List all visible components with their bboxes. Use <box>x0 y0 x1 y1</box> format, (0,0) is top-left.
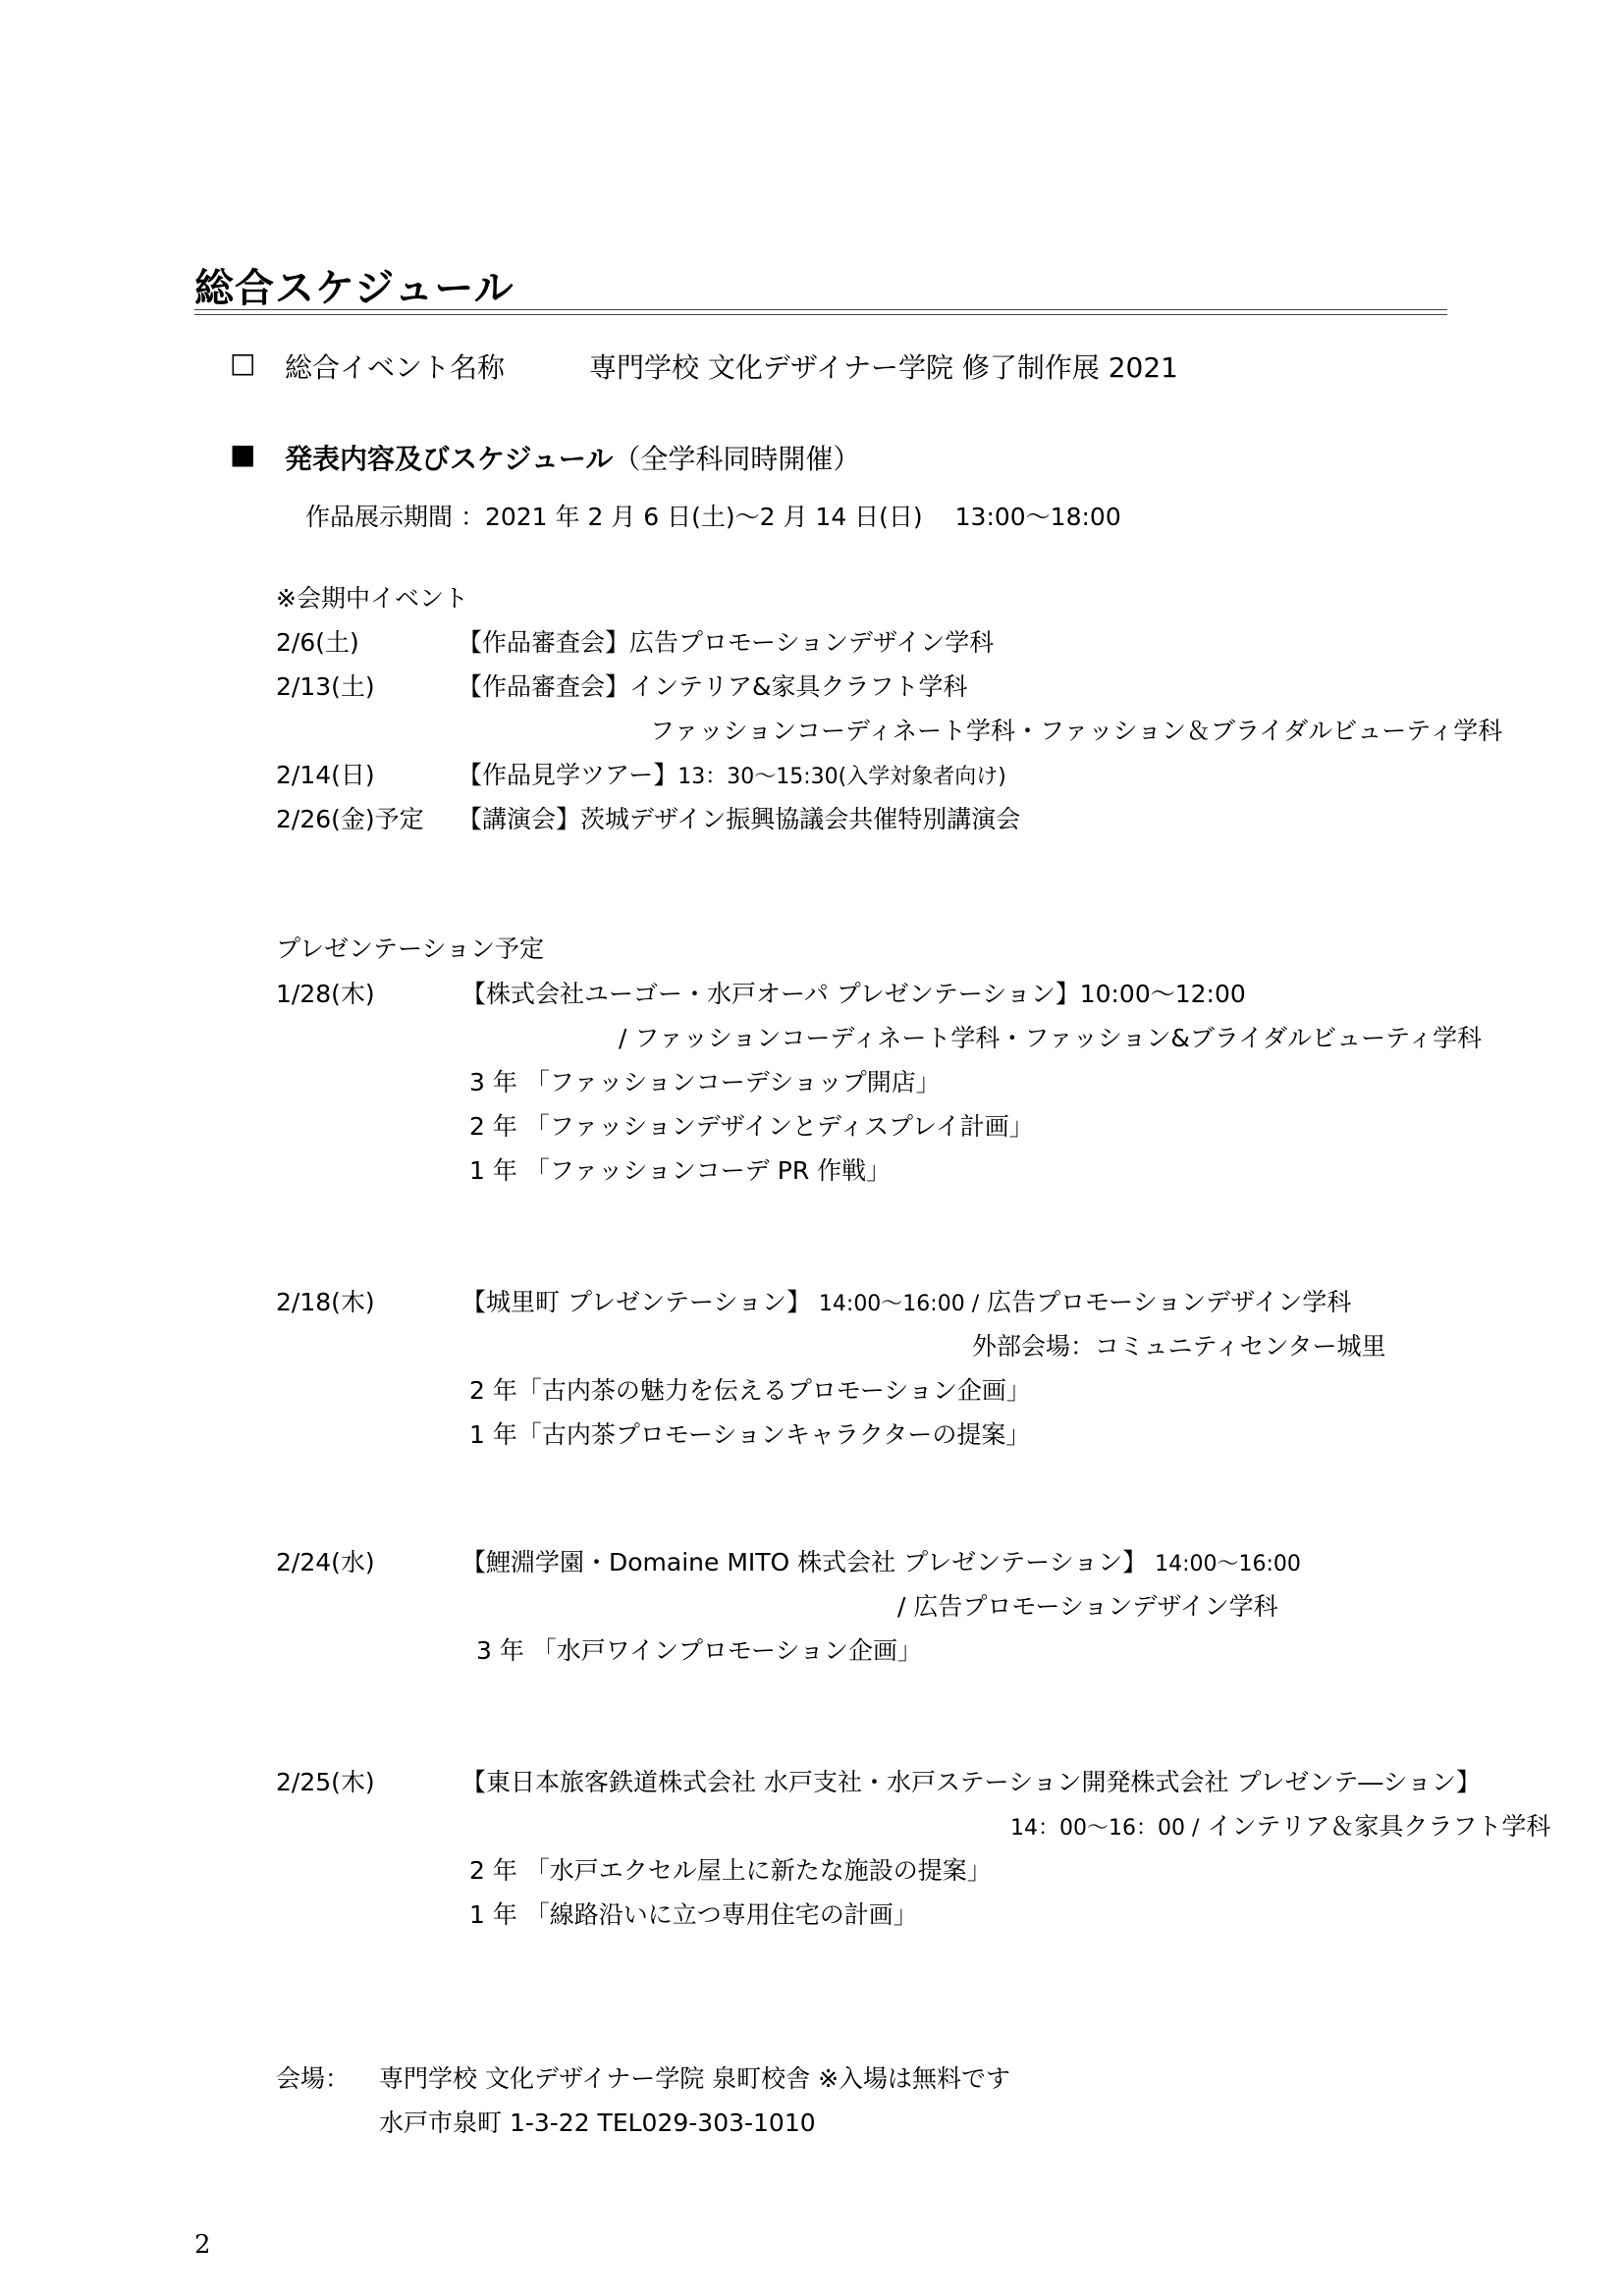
event-detail: ファッションコーディネート学科・ファッション＆ブライダルビューティ学科 <box>650 717 1503 745</box>
event-detail: 13：30～15:30(入学対象者向け) <box>677 765 1006 789</box>
presentation-dept: インテリア＆家具クラフト学科 <box>1207 1812 1551 1841</box>
presentation-item: 2 年 「水戸エクセル屋上に新たな施設の提案」 <box>469 1856 992 1885</box>
section-heading: 発表内容及びスケジュール <box>285 443 614 475</box>
presentation-venue: 外部会場：コミュニティセンター城里 <box>972 1332 1386 1361</box>
presentation-item: 2 年 「ファッションデザインとディスプレイ計画」 <box>469 1112 1034 1141</box>
page-number: 2 <box>194 2230 211 2260</box>
event-title: 【作品審査会】 <box>458 672 630 701</box>
presentation-item: 1 年 「線路沿いに立つ専用住宅の計画」 <box>469 1900 918 1929</box>
presentation-title: 【城里町 プレゼンテーション】 <box>461 1288 811 1316</box>
section-marker: ■ <box>230 438 256 470</box>
venue-value: 専門学校 文化デザイナー学院 泉町校舎 ※入場は無料です <box>379 2064 1011 2093</box>
presentation-date: 2/18(木) <box>276 1288 375 1316</box>
presentation-title: 【鯉淵学園・Domaine MITO 株式会社 プレゼンテーション】 <box>461 1548 1148 1576</box>
presentation-title: 【東日本旅客鉄道株式会社 水戸支社・水戸ステーション開発株式会社 プレゼンテ―ション】 <box>461 1768 1481 1796</box>
presentation-item: 1 年「古内茶プロモーションキャラクターの提案」 <box>469 1420 1031 1449</box>
presentation-item: 3 年 「水戸ワインプロモーション企画」 <box>476 1636 923 1665</box>
checkbox-marker: □ <box>230 347 256 379</box>
presentation-dept: / 広告プロモーションデザイン学科 <box>897 1592 1278 1621</box>
event-title: 【講演会】 <box>458 805 581 833</box>
events-heading: ※会期中イベント <box>276 584 468 613</box>
event-date: 2/14(日) <box>276 761 375 789</box>
event-date: 2/26(金)予定 <box>276 805 424 833</box>
page-title: 総合スケジュール <box>194 266 514 311</box>
presentation-date: 1/28(木) <box>276 980 375 1008</box>
title-rule-top <box>194 309 1447 310</box>
event-name-value: 専門学校 文化デザイナー学院 修了制作展 2021 <box>589 351 1179 384</box>
presentation-time: 14:00～16:00 / <box>818 1292 980 1316</box>
exhibition-period: 作品展示期間 ：2021 年 2 月 6 日(土)～2 月 14 日(日) 13:00～18:00 <box>305 503 1121 531</box>
presentation-date: 2/24(水) <box>276 1548 375 1576</box>
presentation-item: 2 年「古内茶の魅力を伝えるプロモーション企画」 <box>469 1376 1031 1405</box>
venue-address: 水戸市泉町 1-3-22 TEL029-303-1010 <box>379 2109 816 2137</box>
event-detail: インテリア&家具クラフト学科 <box>629 672 968 701</box>
presentation-date: 2/25(木) <box>276 1768 375 1796</box>
venue-label: 会場： <box>276 2064 351 2093</box>
presentation-item: 3 年 「ファッションコーデショップ開店」 <box>469 1068 941 1096</box>
event-detail: 広告プロモーションデザイン学科 <box>629 628 995 657</box>
presentation-time: 14：00～16：00 / <box>1010 1816 1200 1841</box>
event-title: 【作品審査会】 <box>458 628 630 657</box>
presentation-item: 1 年 「ファッションコーデ PR 作戦」 <box>469 1156 892 1185</box>
event-date: 2/6(土) <box>276 628 359 657</box>
presentation-dept: 広告プロモーションデザイン学科 <box>987 1288 1352 1316</box>
event-title: 【作品見学ツアー】 <box>458 761 678 789</box>
presentation-time: 14:00～16:00 <box>1155 1552 1301 1576</box>
event-detail: 茨城デザイン振興協議会共催特別講演会 <box>580 805 1021 833</box>
presentation-title: 【株式会社ユーゴー・水戸オーパ プレゼンテーション】10:00～12:00 <box>461 980 1246 1008</box>
title-rule-bottom <box>194 314 1447 315</box>
event-name-label: 総合イベント名称 <box>285 351 506 384</box>
presentation-dept: / ファッションコーディネート学科・ファッション&ブライダルビューティ学科 <box>619 1024 1483 1052</box>
section-heading-note: （全学科同時開催） <box>613 443 861 475</box>
presentations-heading: プレゼンテーション予定 <box>276 934 545 963</box>
event-date: 2/13(土) <box>276 672 375 701</box>
